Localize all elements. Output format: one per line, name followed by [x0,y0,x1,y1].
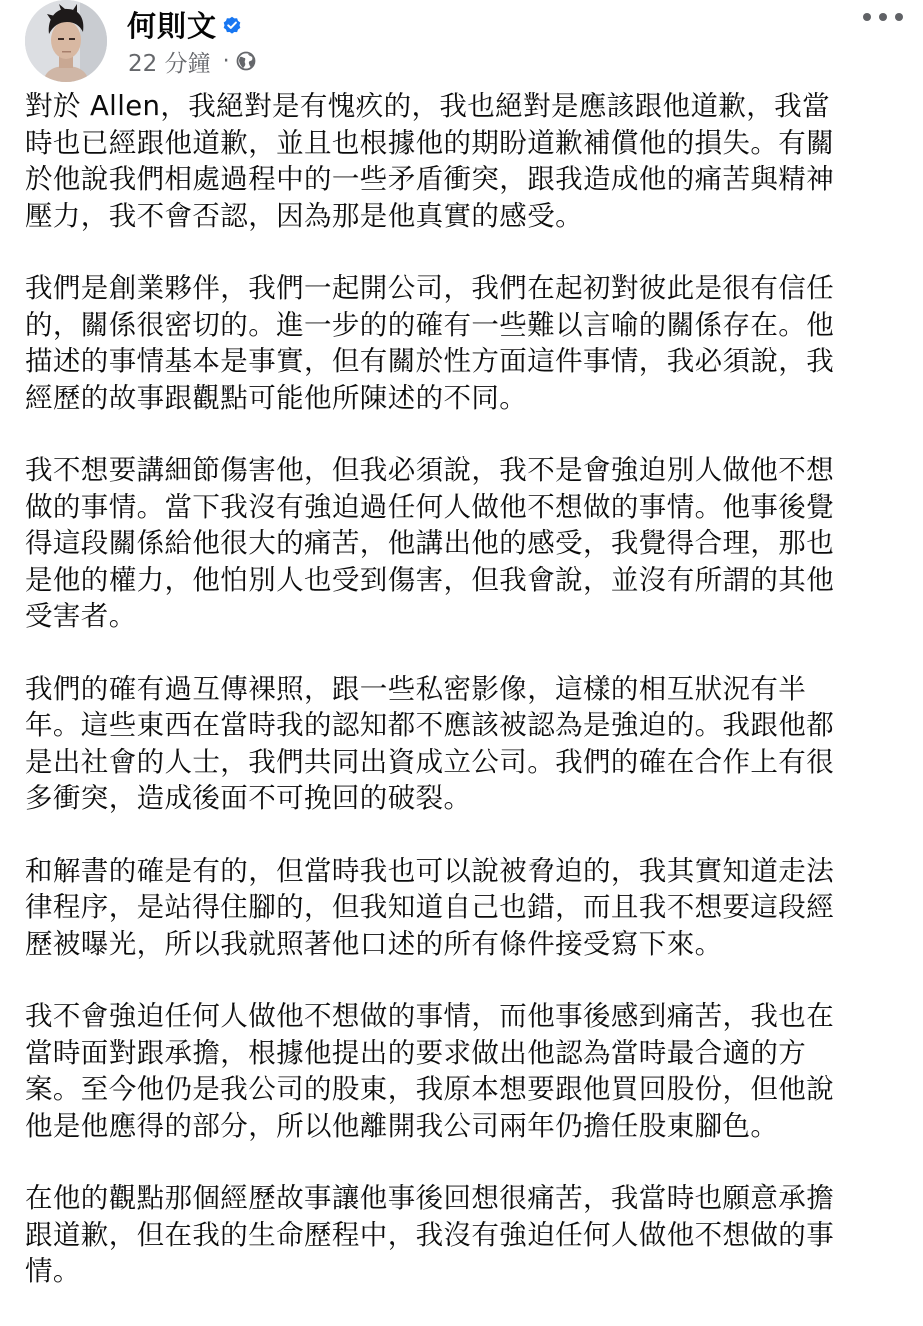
text-line: 在他的觀點那個經歷故事讓他事後回想很痛苦，我當時也願意承擔 [25,1182,835,1214]
text-line: 年。這些東西在當時我的認知都不應該被認為是強迫的。我跟他都 [25,709,835,741]
text-line: 案。至今他仍是我公司的股東，我原本想要跟他買回股份，但他說 [25,1073,835,1105]
post-paragraph-6 [25,998,905,1144]
text-line: 當時面對跟承擔，根據他提出的要求做出他認為當時最合適的方 [25,1036,807,1069]
text-line: 我不會強迫任何人做他不想做的事情，而他事後感到痛苦，我也在 [25,1000,835,1032]
text-line: 和解書的確是有的，但當時我也可以說被脅迫的，我其實知道走法 [25,854,835,887]
verified-badge-icon [222,15,242,35]
text-line: 做的事情。當下我沒有強迫過任何人做他不想做的事情。他事後覺 [25,490,835,523]
text-line: 歷被曝光，所以我就照著他口述的所有條件接受寫下來。 [25,927,723,960]
post-body [25,88,905,1326]
author-name[interactable]: 何則文 [127,9,218,43]
text-line: 受害者。 [25,600,137,632]
post-paragraph-4 [25,671,905,817]
post-paragraph-2 [25,270,905,416]
author-avatar[interactable] [25,0,107,82]
post-header [0,0,923,88]
text-line: 得這段關係給他很大的痛苦，他講出他的感受，我覺得合理，那也 [25,527,835,559]
profile-photo-icon [25,0,107,82]
text-line: 我們的確有過互傳裸照，跟一些私密影像，這樣的相互狀況有半 [25,672,807,705]
text-line: 經歷的故事跟觀點可能他所陳述的不同。 [25,381,528,414]
post-paragraph-7 [25,1180,905,1290]
text-line: 跟道歉，但在我的生命歷程中，我沒有強迫任何人做他不想做的事 [25,1218,835,1251]
globe-icon[interactable] [236,51,256,71]
post-meta [128,46,256,76]
more-dot-icon [895,13,903,21]
more-dot-icon [879,13,887,21]
post-options-button[interactable] [863,8,903,26]
meta-separator: · [222,48,230,74]
text-line: 多衝突，造成後面不可挽回的破裂。 [25,782,472,814]
text-line: 於他說我們相處過程中的一些矛盾衝突，跟我造成他的痛苦與精神 [25,163,835,195]
text-line: 壓力，我不會否認，因為那是他真實的感受。 [25,199,583,232]
text-line: 的，關係很密切的。進一步的的確有一些難以言喻的關係存在。他 [25,308,835,341]
text-line: 是他的權力，他怕別人也受到傷害，但我會說，並沒有所謂的其他 [25,563,835,596]
text-line: 他是他應得的部分，所以他離開我公司兩年仍擔任股東腳色。 [25,1109,779,1142]
text-line: 情。 [25,1255,81,1287]
post-paragraph-3 [25,452,905,635]
post-timestamp[interactable]: 22 分鐘 [128,50,211,77]
text-line: 是出社會的人士，我們共同出資成立公司。我們的確在合作上有很 [25,745,835,778]
text-line: 律程序，是站得住腳的，但我知道自己也錯，而且我不想要這段經 [25,891,835,923]
more-dot-icon [863,13,871,21]
text-line: 我們是創業夥伴，我們一起開公司，我們在起初對彼此是很有信任 [25,272,835,304]
text-line: 時也已經跟他道歉，並且也根據他的期盼道歉補償他的損失。有關 [25,126,835,159]
post-paragraph-1 [25,88,905,234]
post-paragraph-5 [25,853,905,963]
text-line: 我不想要講細節傷害他，但我必須說，我不是會強迫別人做他不想 [25,454,835,486]
text-line: 對於 Allen，我絕對是有愧疚的，我也絕對是應該跟他道歉，我當 [25,90,830,122]
text-line: 描述的事情基本是事實，但有關於性方面這件事情，我必須說，我 [25,345,835,377]
